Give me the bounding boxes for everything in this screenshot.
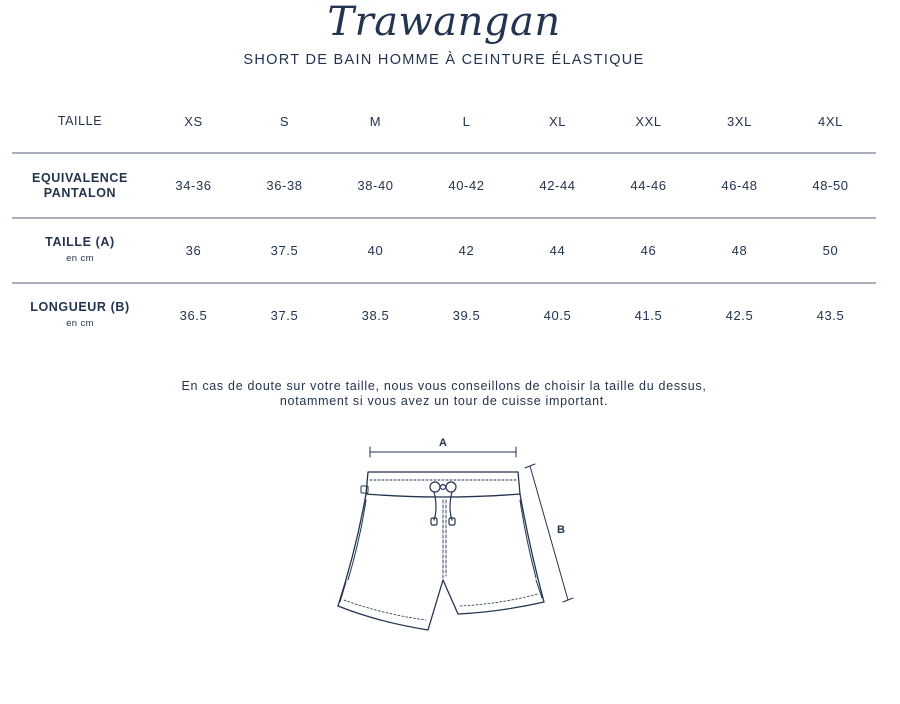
table-cell: 42.5 — [694, 283, 785, 347]
table-cell: 48-50 — [785, 153, 876, 218]
shorts-outline — [338, 472, 544, 630]
table-cell: 48 — [694, 218, 785, 283]
size-header-xl: XL — [548, 113, 567, 129]
size-header-m: M — [369, 113, 382, 129]
table-row-waist — [12, 218, 876, 283]
shorts-measurement-diagram — [330, 430, 590, 640]
size-chart-table — [12, 90, 876, 347]
header-label: TAILLE — [57, 113, 103, 128]
table-cell: 37.5 — [239, 218, 330, 283]
table-cell: 38-40 — [330, 153, 421, 218]
table-cell: 50 — [785, 218, 876, 283]
table-cell: 40-42 — [421, 153, 512, 218]
row-unit: en cm — [66, 253, 94, 264]
row-label-line1: EQUIVALENCE — [32, 170, 128, 185]
table-cell: 44 — [512, 218, 603, 283]
table-cell: 42-44 — [512, 153, 603, 218]
table-cell: 40 — [330, 218, 421, 283]
dimension-a-label: A — [439, 437, 447, 449]
size-advice-note — [0, 379, 888, 409]
note-line2: notamment si vous avez un tour de cuisse important. — [279, 394, 609, 408]
table-cell: 46-48 — [694, 153, 785, 218]
size-header-xs: XS — [184, 113, 203, 129]
table-cell: 38.5 — [330, 283, 421, 347]
row-label-line2: PANTALON — [43, 185, 117, 200]
table-cell: 42 — [421, 218, 512, 283]
table-cell: 36 — [148, 218, 239, 283]
table-header-row — [12, 90, 876, 153]
row-unit: en cm — [66, 318, 94, 329]
row-label-equivalence — [12, 153, 148, 218]
size-header-s: S — [279, 113, 290, 129]
brand-logo: Trawangan — [327, 0, 561, 45]
table-cell: 46 — [603, 218, 694, 283]
size-header-4xl: 4XL — [818, 113, 843, 129]
table-cell: 43.5 — [785, 283, 876, 347]
table-row-equivalence — [12, 153, 876, 218]
size-header-xxl: XXL — [635, 113, 662, 129]
row-label-line1: LONGUEUR (B) — [30, 300, 130, 314]
table-cell: 40.5 — [512, 283, 603, 347]
row-label-line1: TAILLE (A) — [45, 235, 115, 249]
table-cell: 41.5 — [603, 283, 694, 347]
size-header-l: L — [462, 113, 471, 129]
table-row-length — [12, 283, 876, 347]
table-cell: 39.5 — [421, 283, 512, 347]
note-line1: En cas de doute sur votre taille, nous vous conseillons de choisir la taille du dessus, — [181, 379, 707, 393]
table-cell: 36.5 — [148, 283, 239, 347]
table-cell: 36-38 — [239, 153, 330, 218]
row-label-length — [12, 283, 148, 347]
size-header-3xl: 3XL — [727, 113, 752, 129]
dimension-b-label: B — [557, 524, 565, 536]
table-cell: 34-36 — [148, 153, 239, 218]
table-cell: 37.5 — [239, 283, 330, 347]
product-title: SHORT DE BAIN HOMME À CEINTURE ÉLASTIQUE — [243, 52, 645, 68]
table-cell: 44-46 — [603, 153, 694, 218]
row-label-waist — [12, 218, 148, 283]
